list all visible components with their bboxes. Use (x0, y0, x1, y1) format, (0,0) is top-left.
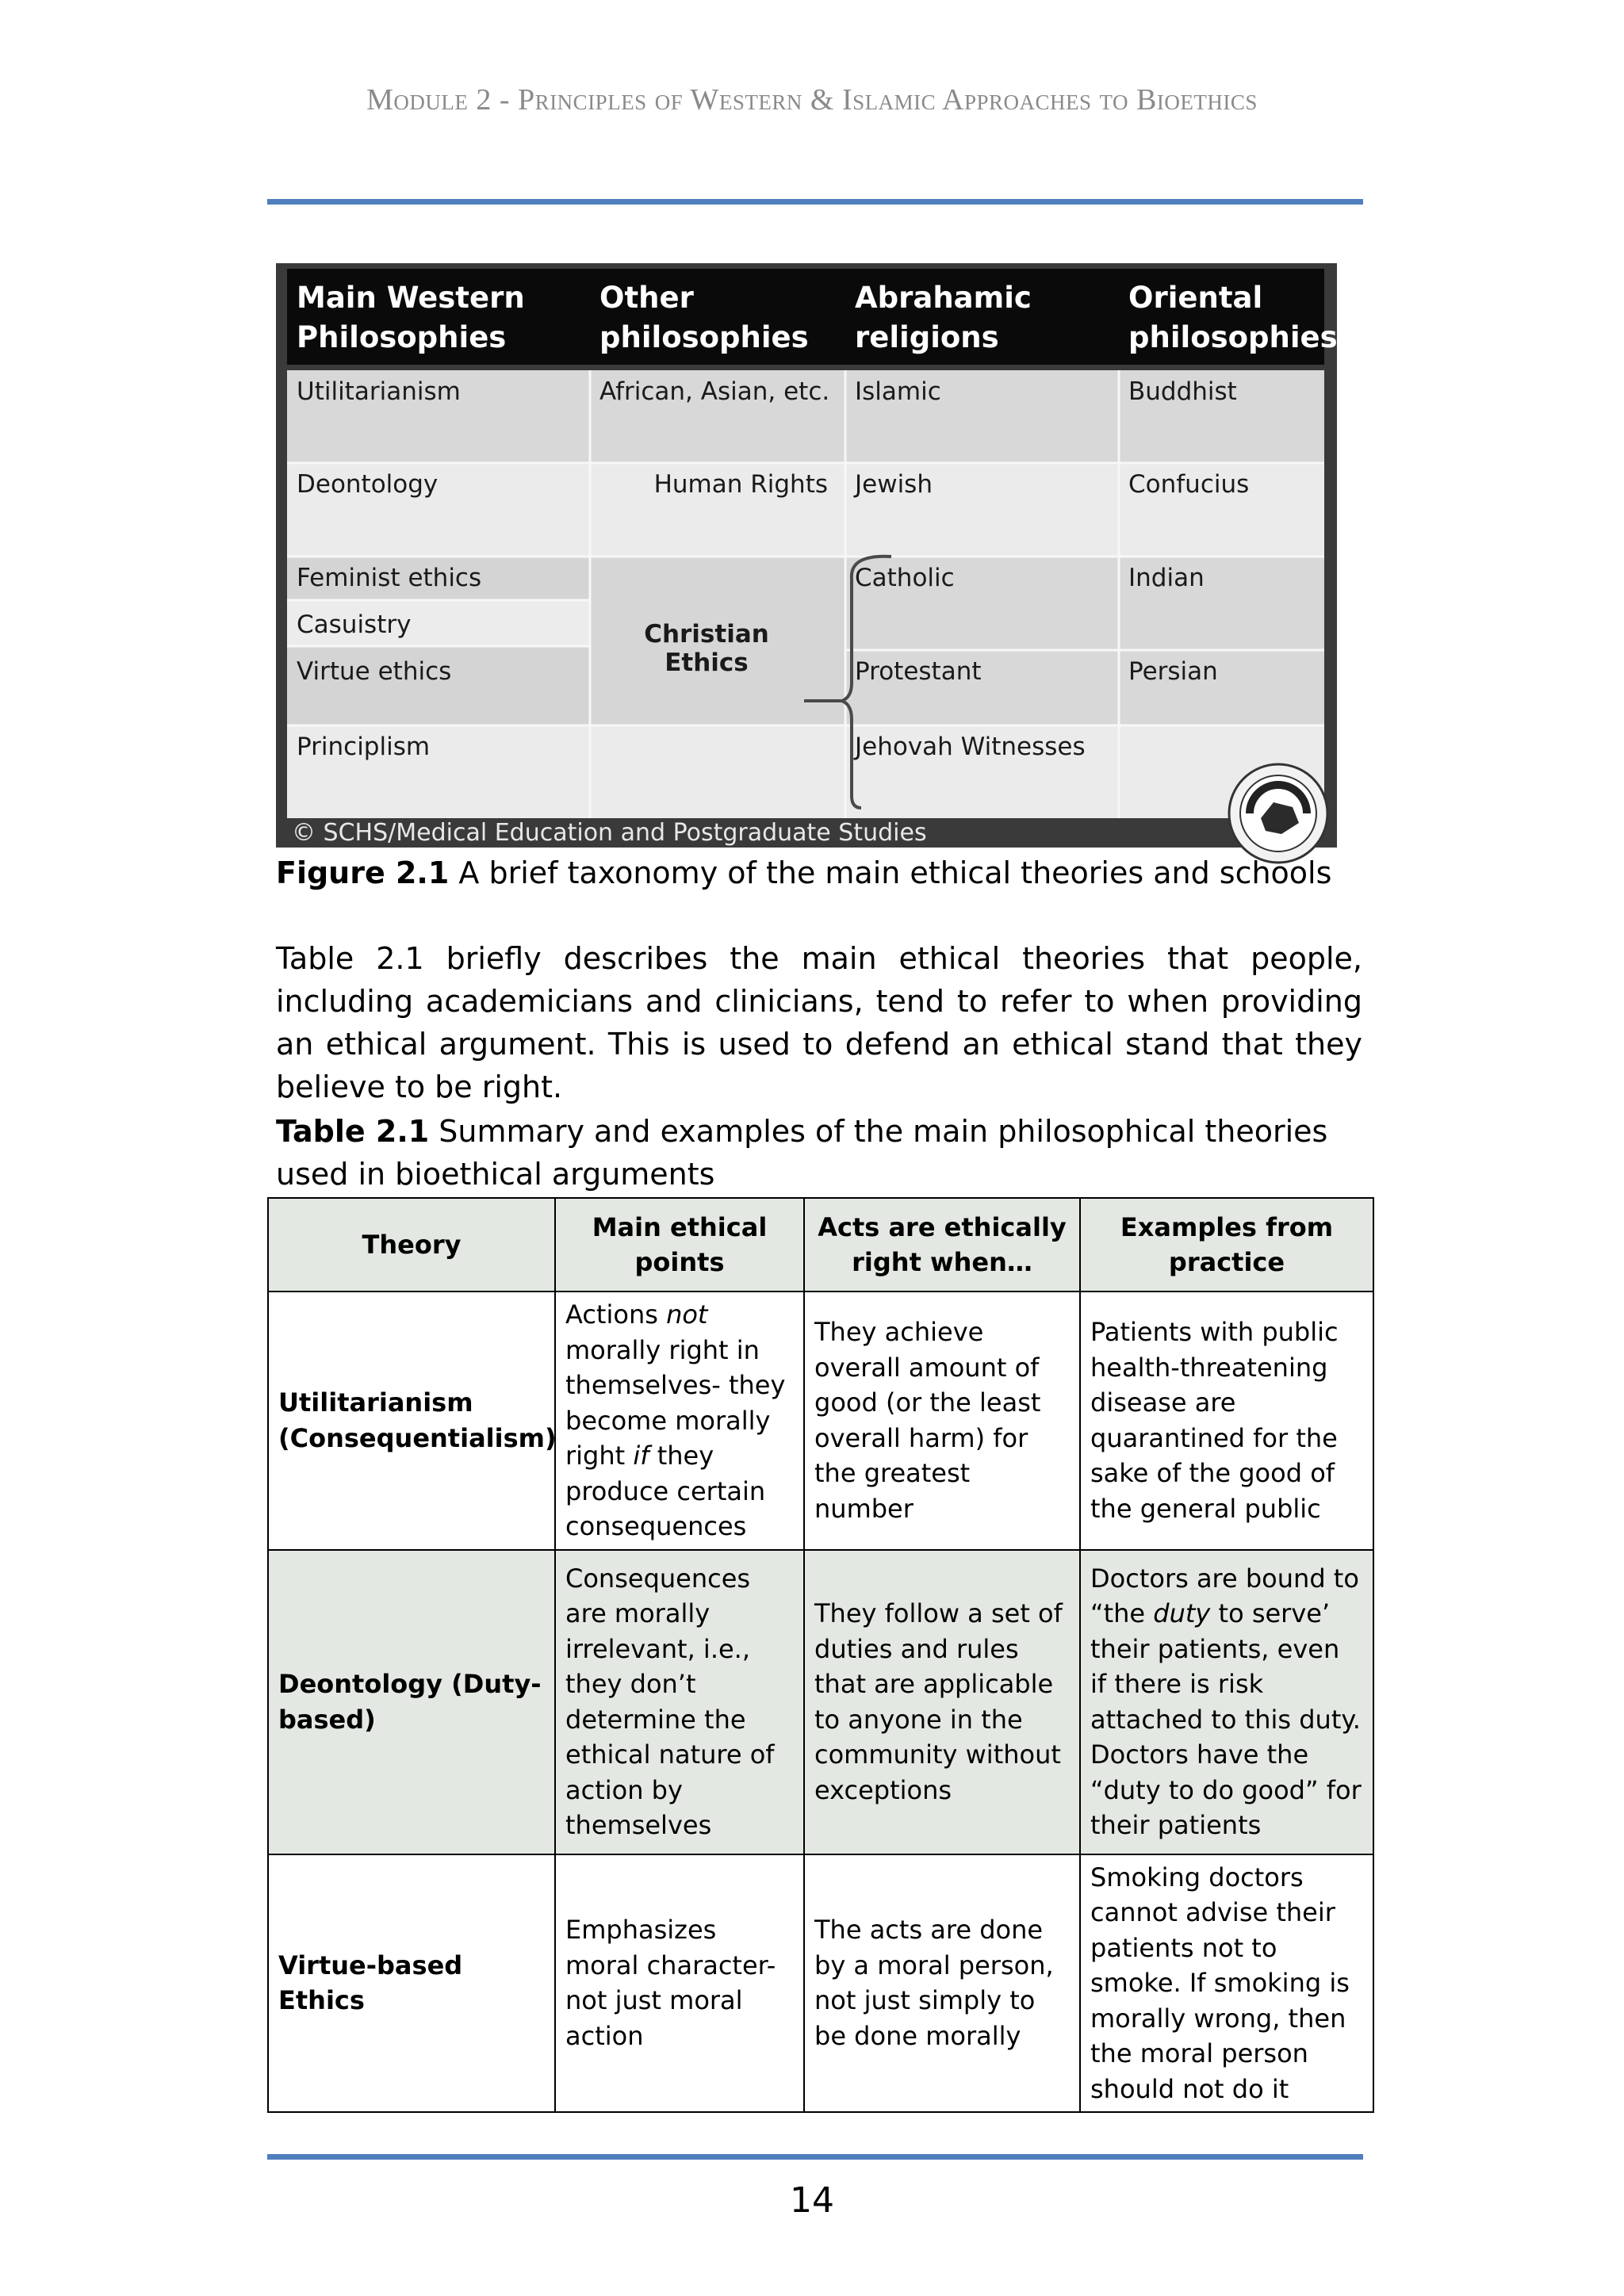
points-cell: Actions not morally right in themselves- they become morally right if they produce certain consequences (555, 1292, 804, 1550)
figure-oriental-item: Persian (1128, 657, 1218, 686)
figure-western-item: Utilitarianism (297, 377, 461, 406)
figure-abrahamic-item: Jewish (855, 470, 933, 499)
figure-western-item: Virtue ethics (297, 657, 452, 686)
figure-caption-label: Figure 2.1 (276, 855, 450, 890)
figure-christian-ethics: Christian Ethics (644, 620, 769, 677)
table-title-text: Summary and examples of the main philosophical theories used in bioethical arguments (276, 1114, 1328, 1192)
figure-oriental-item: Buddhist (1128, 377, 1237, 406)
footer-rule (267, 2154, 1363, 2160)
figure-header-oriental: Oriental philosophies (1128, 281, 1338, 354)
figure-header-abrahamic: Abrahamic religions (855, 281, 1032, 354)
points-cell: Consequences are morally irrelevant, i.e., they don’t determine the ethical nature of action by themselves (555, 1550, 804, 1854)
table-row (268, 1854, 1373, 2113)
theory-cell: Utilitarianism (Consequentialism) (268, 1292, 555, 1550)
examples-cell: Doctors are bound to “the duty to serve’ their patients, even if there is risk attached to this duty. Doctors have the “duty to do good” for their patients (1080, 1550, 1373, 1854)
figure-copyright: © SCHS/Medical Education and Postgraduate Studies (287, 818, 1324, 848)
figure-abrahamic-item: Protestant (855, 657, 982, 686)
figure-caption-text: A brief taxonomy of the main ethical theories and schools (449, 855, 1332, 890)
body-paragraph: Table 2.1 briefly describes the main ethical theories that people, including academicians and clinicians, tend to refer to when providing an ethical argument. This is used to defend an ethical stand that they believe to be right. (276, 941, 1362, 1104)
table-title (276, 1110, 1362, 1196)
figure-oriental-item: Indian (1128, 564, 1205, 592)
figure-other-item: African, Asian, etc. (599, 377, 830, 406)
table-row (268, 1550, 1373, 1854)
theories-table (267, 1197, 1374, 2113)
points-cell: Emphasizes moral character-not just moral action (555, 1854, 804, 2113)
table-row (268, 1292, 1373, 1550)
figure-abrahamic-item: Catholic (855, 564, 955, 592)
figure-other-item: Human Rights (653, 470, 828, 499)
column-header-examples: Examples from practice (1080, 1198, 1373, 1292)
examples-cell: Patients with public health-threatening disease are quarantined for the sake of the good of the general public (1080, 1292, 1373, 1550)
page-number: 14 (790, 2180, 834, 2221)
header-rule (267, 199, 1363, 205)
when-cell: They follow a set of duties and rules that are applicable to anyone in the community without exceptions (804, 1550, 1080, 1854)
when-cell: The acts are done by a moral person, not just simply to be done morally (804, 1854, 1080, 2113)
figure-caption (276, 853, 1331, 893)
theory-cell: Deontology (Duty-based) (268, 1550, 555, 1854)
figure-western-item: Casuistry (297, 610, 412, 639)
when-cell: They achieve overall amount of good (or the least overall harm) for the greatest number (804, 1292, 1080, 1550)
examples-cell: Smoking doctors cannot advise their patients not to smoke. If smoking is morally wrong, then the moral person should not do it (1080, 1854, 1373, 2113)
figure-header-other: Other philosophies (599, 281, 809, 354)
seal-logo-icon (1226, 761, 1331, 866)
figure-western-item: Feminist ethics (297, 564, 482, 592)
column-header-theory: Theory (268, 1198, 555, 1292)
running-header: Module 2 - Principles of Western & Islamic Approaches to Bioethics (366, 83, 1258, 117)
theory-cell: Virtue-based Ethics (268, 1854, 555, 2113)
figure-header-western: Main Western Philosophies (297, 281, 525, 354)
taxonomy-figure (276, 263, 1337, 848)
column-header-points: Main ethical points (555, 1198, 804, 1292)
column-header-when: Acts are ethically right when… (804, 1198, 1080, 1292)
figure-abrahamic-item: Jehovah Witnesses (855, 733, 1086, 761)
figure-header-row (287, 269, 1338, 365)
figure-western-item: Principlism (297, 733, 431, 761)
table-title-label: Table 2.1 (276, 1114, 430, 1149)
figure-body (287, 370, 1324, 820)
figure-abrahamic-item: Islamic (855, 377, 941, 406)
figure-western-item: Deontology (297, 470, 439, 499)
figure-oriental-item: Confucius (1128, 470, 1250, 499)
